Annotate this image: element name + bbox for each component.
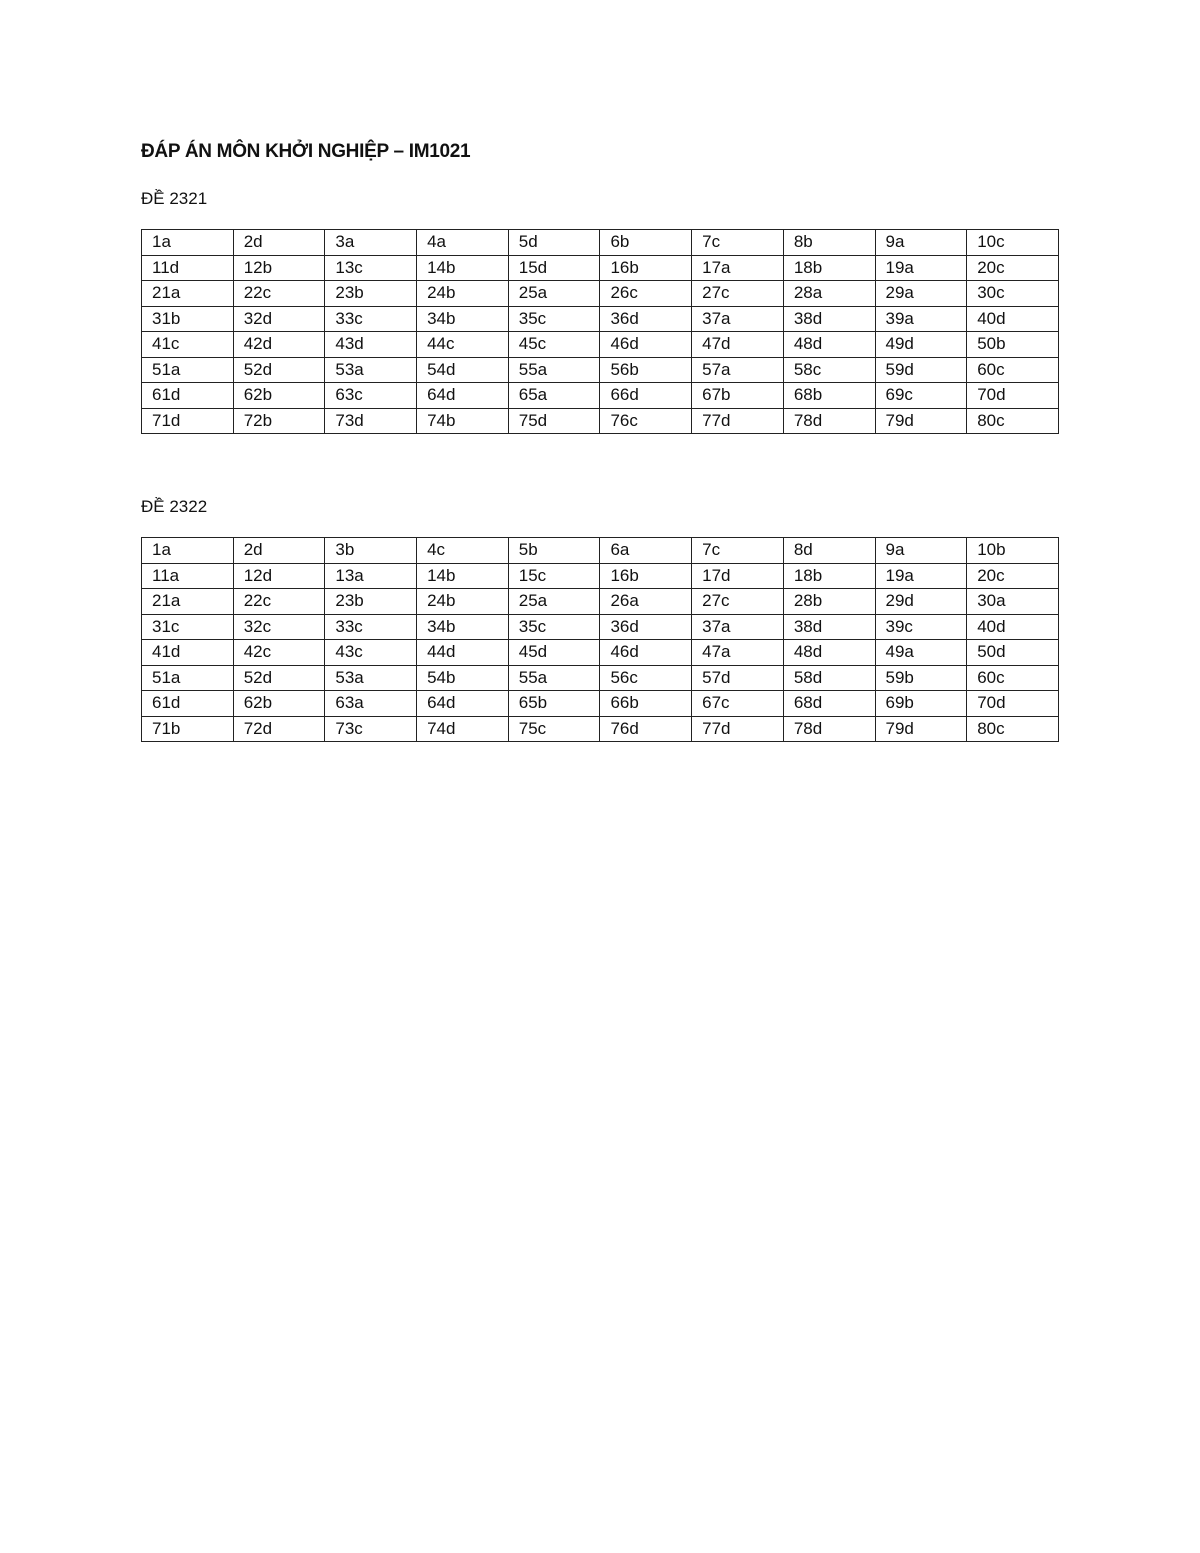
answer-cell: 33c xyxy=(325,614,417,640)
answer-cell: 78d xyxy=(783,408,875,434)
answer-cell: 17a xyxy=(692,255,784,281)
answer-cell: 49d xyxy=(875,332,967,358)
answer-cell: 36d xyxy=(600,614,692,640)
table-row xyxy=(142,357,1059,383)
answer-cell: 59b xyxy=(875,665,967,691)
answer-cell: 70d xyxy=(967,691,1059,717)
answer-cell: 43c xyxy=(325,640,417,666)
answer-cell: 3b xyxy=(325,538,417,564)
answer-cell: 47a xyxy=(692,640,784,666)
answer-cell: 12d xyxy=(233,563,325,589)
answer-cell: 32d xyxy=(233,306,325,332)
answer-cell: 76c xyxy=(600,408,692,434)
answer-cell: 22c xyxy=(233,589,325,615)
answer-cell: 46d xyxy=(600,332,692,358)
answer-cell: 65b xyxy=(508,691,600,717)
answer-cell: 20c xyxy=(967,563,1059,589)
answer-cell: 10c xyxy=(967,230,1059,256)
answer-cell: 38d xyxy=(783,306,875,332)
answer-cell: 53a xyxy=(325,665,417,691)
table-row xyxy=(142,665,1059,691)
answer-cell: 52d xyxy=(233,665,325,691)
exam-code-label: ĐỀ 2322 xyxy=(141,497,208,516)
answer-cell: 2d xyxy=(233,230,325,256)
answer-cell: 21a xyxy=(142,589,234,615)
answer-cell: 42d xyxy=(233,332,325,358)
table-row xyxy=(142,589,1059,615)
answer-cell: 5d xyxy=(508,230,600,256)
answer-cell: 76d xyxy=(600,716,692,742)
answer-cell: 43d xyxy=(325,332,417,358)
table-row xyxy=(142,640,1059,666)
answer-cell: 66d xyxy=(600,383,692,409)
answer-cell: 46d xyxy=(600,640,692,666)
answer-cell: 58c xyxy=(783,357,875,383)
answer-cell: 51a xyxy=(142,357,234,383)
answer-cell: 72d xyxy=(233,716,325,742)
answer-cell: 72b xyxy=(233,408,325,434)
answer-cell: 49a xyxy=(875,640,967,666)
answer-cell: 62b xyxy=(233,383,325,409)
answer-cell: 56c xyxy=(600,665,692,691)
answer-cell: 10b xyxy=(967,538,1059,564)
answer-cell: 27c xyxy=(692,281,784,307)
answer-cell: 73d xyxy=(325,408,417,434)
answer-cell: 58d xyxy=(783,665,875,691)
answer-cell: 29d xyxy=(875,589,967,615)
answer-cell: 45d xyxy=(508,640,600,666)
answer-cell: 7c xyxy=(692,538,784,564)
answer-cell: 75c xyxy=(508,716,600,742)
answer-table xyxy=(141,537,1059,742)
answer-cell: 73c xyxy=(325,716,417,742)
answer-cell: 8d xyxy=(783,538,875,564)
answer-cell: 5b xyxy=(508,538,600,564)
answer-cell: 9a xyxy=(875,538,967,564)
answer-cell: 63c xyxy=(325,383,417,409)
answer-cell: 55a xyxy=(508,357,600,383)
answer-cell: 13a xyxy=(325,563,417,589)
answer-cell: 74b xyxy=(417,408,509,434)
answer-cell: 4a xyxy=(417,230,509,256)
answer-cell: 69b xyxy=(875,691,967,717)
answer-cell: 9a xyxy=(875,230,967,256)
answer-cell: 77d xyxy=(692,716,784,742)
answer-cell: 22c xyxy=(233,281,325,307)
answer-cell: 80c xyxy=(967,408,1059,434)
answer-cell: 50b xyxy=(967,332,1059,358)
answer-cell: 80c xyxy=(967,716,1059,742)
answer-cell: 64d xyxy=(417,383,509,409)
answer-cell: 19a xyxy=(875,255,967,281)
answer-cell: 21a xyxy=(142,281,234,307)
answer-cell: 69c xyxy=(875,383,967,409)
answer-cell: 44c xyxy=(417,332,509,358)
table-row xyxy=(142,230,1059,256)
answer-cell: 19a xyxy=(875,563,967,589)
answer-cell: 4c xyxy=(417,538,509,564)
table-row xyxy=(142,716,1059,742)
answer-cell: 23b xyxy=(325,589,417,615)
answer-cell: 37a xyxy=(692,306,784,332)
answer-cell: 23b xyxy=(325,281,417,307)
answer-cell: 67b xyxy=(692,383,784,409)
answer-cell: 55a xyxy=(508,665,600,691)
answer-cell: 54d xyxy=(417,357,509,383)
answer-cell: 2d xyxy=(233,538,325,564)
answer-cell: 60c xyxy=(967,357,1059,383)
table-row xyxy=(142,563,1059,589)
answer-cell: 56b xyxy=(600,357,692,383)
answer-cell: 66b xyxy=(600,691,692,717)
table-row xyxy=(142,383,1059,409)
answer-cell: 27c xyxy=(692,589,784,615)
table-row xyxy=(142,691,1059,717)
answer-cell: 3a xyxy=(325,230,417,256)
answer-cell: 57d xyxy=(692,665,784,691)
answer-cell: 1a xyxy=(142,538,234,564)
answer-cell: 37a xyxy=(692,614,784,640)
answer-cell: 24b xyxy=(417,589,509,615)
answer-cell: 45c xyxy=(508,332,600,358)
answer-cell: 30c xyxy=(967,281,1059,307)
answer-cell: 34b xyxy=(417,614,509,640)
answer-cell: 75d xyxy=(508,408,600,434)
answer-cell: 40d xyxy=(967,614,1059,640)
answer-cell: 6a xyxy=(600,538,692,564)
answer-cell: 74d xyxy=(417,716,509,742)
answer-cell: 71d xyxy=(142,408,234,434)
answer-cell: 6b xyxy=(600,230,692,256)
answer-cell: 51a xyxy=(142,665,234,691)
exam-code-label: ĐỀ 2321 xyxy=(141,189,208,208)
answer-cell: 25a xyxy=(508,281,600,307)
answer-cell: 65a xyxy=(508,383,600,409)
table-row xyxy=(142,306,1059,332)
answer-cell: 68b xyxy=(783,383,875,409)
answer-cell: 57a xyxy=(692,357,784,383)
table-row xyxy=(142,538,1059,564)
answer-cell: 17d xyxy=(692,563,784,589)
table-row xyxy=(142,255,1059,281)
answer-cell: 16b xyxy=(600,563,692,589)
answer-cell: 52d xyxy=(233,357,325,383)
answer-cell: 67c xyxy=(692,691,784,717)
answer-cell: 68d xyxy=(783,691,875,717)
answer-cell: 24b xyxy=(417,281,509,307)
answer-cell: 14b xyxy=(417,563,509,589)
answer-cell: 61d xyxy=(142,383,234,409)
answer-cell: 1a xyxy=(142,230,234,256)
answer-cell: 40d xyxy=(967,306,1059,332)
answer-cell: 48d xyxy=(783,332,875,358)
answer-cell: 61d xyxy=(142,691,234,717)
answer-cell: 15c xyxy=(508,563,600,589)
answer-cell: 15d xyxy=(508,255,600,281)
answer-cell: 47d xyxy=(692,332,784,358)
answer-cell: 18b xyxy=(783,255,875,281)
answer-cell: 38d xyxy=(783,614,875,640)
answer-cell: 63a xyxy=(325,691,417,717)
answer-cell: 11d xyxy=(142,255,234,281)
answer-cell: 41d xyxy=(142,640,234,666)
answer-cell: 64d xyxy=(417,691,509,717)
answer-cell: 59d xyxy=(875,357,967,383)
table-row xyxy=(142,614,1059,640)
answer-cell: 36d xyxy=(600,306,692,332)
answer-cell: 28b xyxy=(783,589,875,615)
table-row xyxy=(142,281,1059,307)
answer-cell: 79d xyxy=(875,408,967,434)
table-row xyxy=(142,332,1059,358)
answer-cell: 71b xyxy=(142,716,234,742)
answer-cell: 18b xyxy=(783,563,875,589)
answer-cell: 13c xyxy=(325,255,417,281)
answer-cell: 34b xyxy=(417,306,509,332)
answer-cell: 32c xyxy=(233,614,325,640)
answer-cell: 39a xyxy=(875,306,967,332)
answer-cell: 39c xyxy=(875,614,967,640)
answer-cell: 41c xyxy=(142,332,234,358)
table-row xyxy=(142,408,1059,434)
answer-cell: 78d xyxy=(783,716,875,742)
answer-cell: 48d xyxy=(783,640,875,666)
answer-cell: 54b xyxy=(417,665,509,691)
answer-cell: 77d xyxy=(692,408,784,434)
answer-cell: 7c xyxy=(692,230,784,256)
answer-cell: 42c xyxy=(233,640,325,666)
answer-cell: 35c xyxy=(508,306,600,332)
answer-cell: 31c xyxy=(142,614,234,640)
answer-cell: 25a xyxy=(508,589,600,615)
answer-cell: 44d xyxy=(417,640,509,666)
answer-cell: 28a xyxy=(783,281,875,307)
answer-cell: 12b xyxy=(233,255,325,281)
answer-cell: 26a xyxy=(600,589,692,615)
answer-cell: 26c xyxy=(600,281,692,307)
document-title: ĐÁP ÁN MÔN KHỞI NGHIỆP – IM1021 xyxy=(141,141,471,162)
answer-cell: 30a xyxy=(967,589,1059,615)
answer-cell: 62b xyxy=(233,691,325,717)
answer-cell: 33c xyxy=(325,306,417,332)
answer-cell: 11a xyxy=(142,563,234,589)
answer-cell: 14b xyxy=(417,255,509,281)
answer-cell: 60c xyxy=(967,665,1059,691)
answer-cell: 16b xyxy=(600,255,692,281)
answer-cell: 53a xyxy=(325,357,417,383)
answer-table xyxy=(141,229,1059,434)
answer-cell: 50d xyxy=(967,640,1059,666)
answer-cell: 70d xyxy=(967,383,1059,409)
answer-cell: 79d xyxy=(875,716,967,742)
answer-cell: 29a xyxy=(875,281,967,307)
answer-cell: 31b xyxy=(142,306,234,332)
answer-cell: 20c xyxy=(967,255,1059,281)
answer-cell: 8b xyxy=(783,230,875,256)
answer-cell: 35c xyxy=(508,614,600,640)
